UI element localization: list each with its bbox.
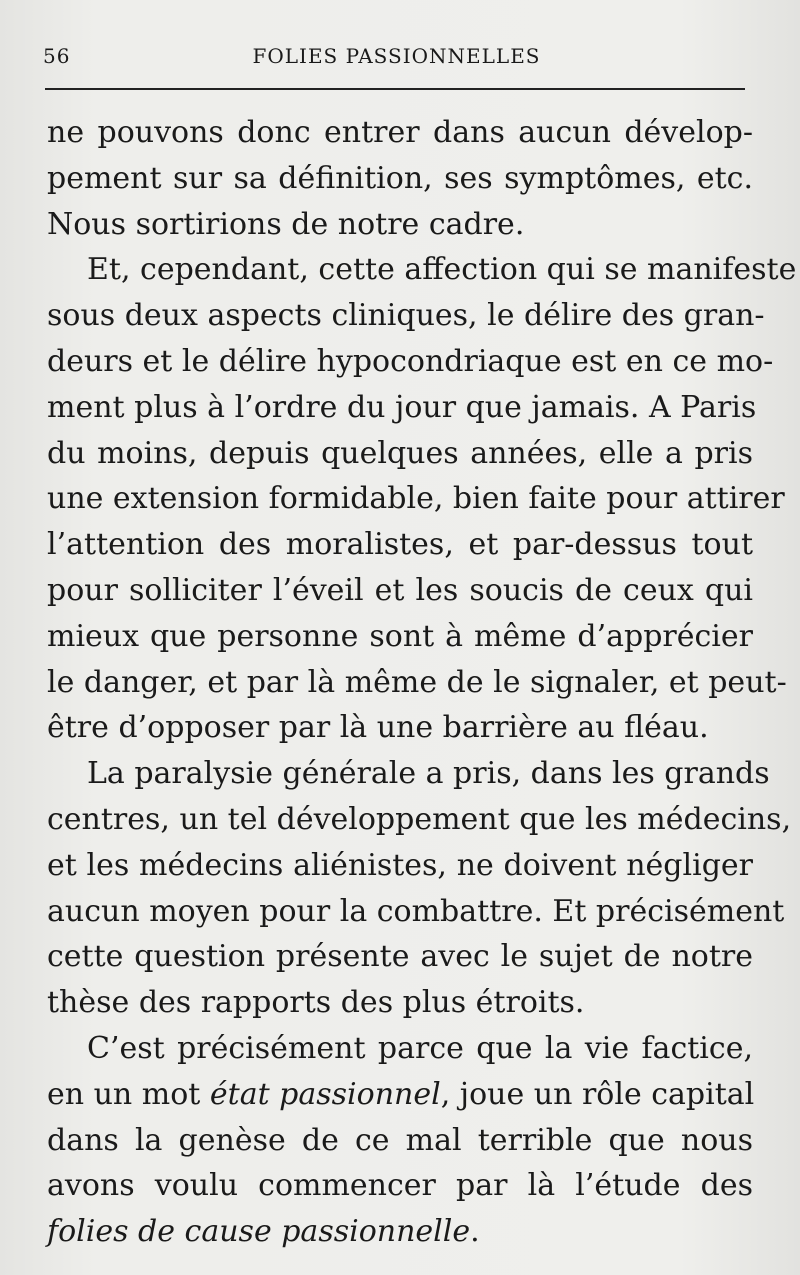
- text-line: avons voulu commencer par là l’étude des: [47, 1168, 753, 1204]
- text-line: ment plus à l’ordre du jour que jamais. A Paris: [47, 389, 757, 425]
- text-line: La paralysie générale a pris, dans les grands: [87, 756, 770, 792]
- body-text: [47, 110, 797, 1255]
- text-line: dans la genèse de ce mal terrible que nous: [47, 1122, 753, 1158]
- text-line: cette question présente avec le sujet de notre: [47, 939, 753, 975]
- paragraph-4: [47, 1026, 753, 1255]
- text-line: Et, cependant, cette affection qui se manifeste: [87, 252, 797, 288]
- text-line: pour solliciter l’éveil et les soucis de ceux qui: [47, 572, 753, 608]
- text-line: et les médecins aliénistes, ne doivent négliger: [47, 847, 753, 883]
- text-line: mieux que personne sont à même d’apprécier: [47, 618, 753, 654]
- text-line-mixed: [47, 1209, 753, 1255]
- text-line: le danger, et par là même de le signaler, et peut-: [47, 664, 787, 700]
- text-run: , joue un rôle capital: [440, 1076, 755, 1112]
- text-line: C’est précisément parce que la vie factice,: [87, 1030, 753, 1066]
- header-rule: [45, 88, 745, 90]
- running-title: FOLIES PASSIONNELLES: [252, 44, 541, 68]
- paragraph-2: [47, 247, 797, 751]
- text-line: l’attention des moralistes, et par-dessus tout: [47, 527, 753, 563]
- text-line: centres, un tel développement que les médecins,: [47, 801, 792, 837]
- italic-term: état passionnel: [209, 1076, 441, 1112]
- text-line: aucun moyen pour la combattre. Et précisément: [47, 893, 785, 929]
- running-head: [43, 44, 750, 74]
- text-line: pement sur sa définition, ses symptômes, etc.: [47, 160, 753, 196]
- page-number: 56: [43, 44, 71, 68]
- text-line: du moins, depuis quelques années, elle a pris: [47, 435, 753, 471]
- text-run: .: [470, 1214, 480, 1250]
- text-run: en un mot: [47, 1076, 210, 1112]
- text-line-mixed: [47, 1072, 753, 1118]
- text-line: deurs et le délire hypocondriaque est en ce mo-: [47, 343, 774, 379]
- text-line: être d’opposer par là une barrière au fléau.: [47, 710, 709, 746]
- text-line: thèse des rapports des plus étroits.: [47, 985, 585, 1021]
- paragraph-1: [47, 110, 753, 247]
- italic-term: folies de cause passionnelle: [47, 1214, 471, 1250]
- paragraph-3: [47, 751, 792, 1026]
- text-line: ne pouvons donc entrer dans aucun dévelop-: [47, 115, 753, 150]
- text-line: sous deux aspects cliniques, le délire des gran-: [47, 298, 765, 334]
- text-line: Nous sortirions de notre cadre.: [47, 206, 525, 242]
- text-line: une extension formidable, bien faite pour attirer: [47, 481, 785, 517]
